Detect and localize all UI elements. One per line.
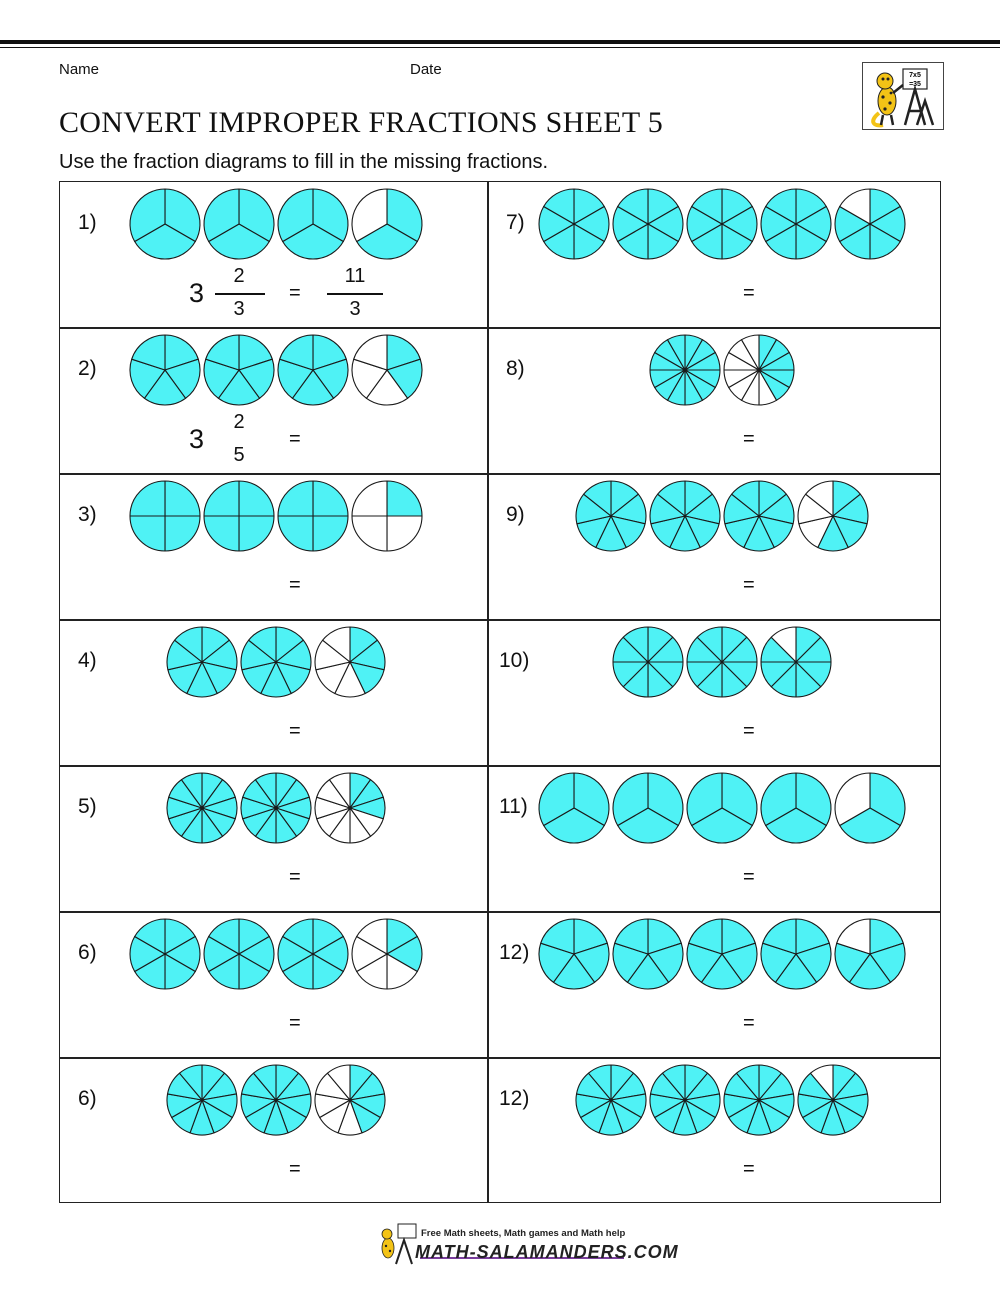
fraction-circle: [204, 481, 274, 551]
fraction-circle: [613, 189, 683, 259]
empty-slice: [352, 481, 387, 516]
equals-sign: =: [289, 282, 301, 304]
question-cell: [59, 619, 487, 765]
question-number: 3): [78, 503, 97, 526]
mixed-whole-number: 3: [189, 424, 205, 454]
question-number: 9): [506, 503, 525, 526]
equals-sign: =: [289, 428, 301, 450]
equals-sign: =: [743, 866, 755, 888]
equals-sign: =: [289, 1012, 301, 1034]
fraction-circle: [315, 627, 385, 697]
question-cell: [59, 327, 487, 473]
question-cell: [487, 473, 941, 619]
question-cell: [59, 765, 487, 911]
fraction-circle: [315, 773, 385, 843]
page-title: CONVERT IMPROPER FRACTIONS SHEET 5: [59, 106, 664, 139]
fraction-circle: [204, 919, 274, 989]
fraction-circle: [241, 773, 311, 843]
question-number: 12): [499, 1087, 530, 1110]
logo-board-line-2: =35: [909, 81, 921, 88]
fraction-circle: [798, 481, 868, 551]
fraction-circle: [613, 919, 683, 989]
shaded-slice: [165, 481, 200, 516]
logo-board-line-1: 7x5: [909, 72, 921, 79]
equals-sign: =: [743, 1158, 755, 1180]
fraction-diagram: [128, 917, 424, 991]
salamander-logo-icon: [863, 63, 943, 129]
shaded-slice: [130, 516, 165, 551]
header-rule-thin: [0, 47, 1000, 48]
fraction-circle: [352, 335, 422, 405]
fraction-diagram: [537, 917, 907, 991]
improper-fraction-bar: [327, 293, 383, 295]
fraction-diagram: [165, 625, 387, 699]
question-number: 2): [78, 357, 97, 380]
shaded-slice: [278, 516, 313, 551]
fraction-circle: [724, 481, 794, 551]
question-cell: [59, 181, 487, 327]
question-cell: [487, 765, 941, 911]
fraction-circle: [130, 481, 200, 551]
fraction-circle: [724, 335, 794, 405]
fraction-circle: [576, 481, 646, 551]
fraction-circle: [687, 627, 757, 697]
shaded-slice: [313, 516, 348, 551]
question-number: 1): [78, 211, 97, 234]
header-rule-thick: [0, 40, 1000, 44]
equals-sign: =: [289, 574, 301, 596]
equals-sign: =: [289, 720, 301, 742]
fraction-circle: [278, 335, 348, 405]
fraction-circle: [613, 627, 683, 697]
fraction-circle: [687, 189, 757, 259]
shaded-slice: [239, 516, 274, 551]
fraction-circle: [539, 189, 609, 259]
fraction-circle: [315, 1065, 385, 1135]
mixed-denominator: 5: [233, 444, 245, 466]
question-cell: [487, 619, 941, 765]
mixed-numerator: 2: [233, 265, 245, 287]
date-label: Date: [410, 61, 442, 78]
fraction-diagram: [574, 1063, 870, 1137]
fraction-diagram: [128, 187, 424, 261]
question-cell: [487, 1057, 941, 1203]
question-number: 12): [499, 941, 530, 964]
mixed-numerator: 2: [233, 411, 245, 433]
improper-denominator: 3: [349, 298, 361, 320]
fraction-diagram: [165, 771, 387, 845]
fraction-diagram: [537, 187, 907, 261]
fraction-circle: [835, 919, 905, 989]
fraction-circle: [761, 189, 831, 259]
fraction-circle: [835, 189, 905, 259]
fraction-diagram: [128, 333, 424, 407]
mixed-fraction-bar: [215, 293, 265, 295]
equals-sign: =: [743, 720, 755, 742]
fraction-circle: [278, 919, 348, 989]
question-number: 7): [506, 211, 525, 234]
fraction-circle: [835, 773, 905, 843]
fraction-circle: [130, 189, 200, 259]
fraction-circle: [204, 189, 274, 259]
fraction-circle: [352, 481, 422, 551]
fraction-circle: [687, 773, 757, 843]
question-number: 4): [78, 649, 97, 672]
fraction-circle: [278, 189, 348, 259]
mixed-denominator: 3: [233, 298, 245, 320]
shaded-slice: [278, 481, 313, 516]
shaded-slice: [239, 481, 274, 516]
mixed-whole-number: 3: [189, 278, 205, 308]
fraction-diagram: [128, 479, 424, 553]
question-cell: [59, 1057, 487, 1203]
fraction-circle: [650, 481, 720, 551]
question-cell: [487, 327, 941, 473]
fraction-circle: [352, 919, 422, 989]
equals-sign: =: [289, 1158, 301, 1180]
math-salamanders-logo: [862, 62, 944, 130]
fraction-circle: [650, 335, 720, 405]
question-cell: [59, 911, 487, 1057]
question-number: 11): [499, 795, 528, 818]
shaded-slice: [387, 481, 422, 516]
equals-sign: =: [743, 282, 755, 304]
empty-slice: [352, 516, 387, 551]
fraction-circle: [278, 481, 348, 551]
fraction-circle: [539, 919, 609, 989]
shaded-slice: [165, 516, 200, 551]
fraction-circle: [761, 627, 831, 697]
fraction-circle: [613, 773, 683, 843]
fraction-circle: [241, 1065, 311, 1135]
equals-sign: =: [743, 574, 755, 596]
equals-sign: =: [743, 428, 755, 450]
name-label: Name: [59, 61, 100, 78]
question-number: 6): [78, 941, 97, 964]
fraction-circle: [724, 1065, 794, 1135]
fraction-diagram: [165, 1063, 387, 1137]
question-number: 5): [78, 795, 97, 818]
fraction-diagram: [648, 333, 796, 407]
question-cell: [59, 473, 487, 619]
fraction-diagram: [611, 625, 833, 699]
fraction-circle: [204, 335, 274, 405]
question-cell: [487, 911, 941, 1057]
shaded-slice: [130, 481, 165, 516]
shaded-slice: [313, 481, 348, 516]
equals-sign: =: [743, 1012, 755, 1034]
fraction-diagram: [537, 771, 907, 845]
question-number: 6): [78, 1087, 97, 1110]
fraction-circle: [576, 1065, 646, 1135]
question-cell: [487, 181, 941, 327]
fraction-circle: [167, 627, 237, 697]
fraction-circle: [167, 1065, 237, 1135]
question-number: 8): [506, 357, 525, 380]
fraction-circle: [650, 1065, 720, 1135]
fraction-circle: [130, 335, 200, 405]
fraction-circle: [798, 1065, 868, 1135]
instructions: Use the fraction diagrams to fill in the missing fractions.: [59, 151, 549, 173]
fraction-circle: [167, 773, 237, 843]
empty-slice: [387, 516, 422, 551]
fraction-circle: [687, 919, 757, 989]
shaded-slice: [204, 481, 239, 516]
shaded-slice: [204, 516, 239, 551]
fraction-circle: [761, 919, 831, 989]
question-number: 10): [499, 649, 530, 672]
improper-numerator: 11: [344, 265, 366, 287]
fraction-circle: [130, 919, 200, 989]
equals-sign: =: [289, 866, 301, 888]
fraction-circle: [539, 773, 609, 843]
footer-site-link[interactable]: MATH-SALAMANDERS.COM: [415, 1242, 679, 1262]
fraction-circle: [352, 189, 422, 259]
fraction-diagram: [574, 479, 870, 553]
fraction-circle: [241, 627, 311, 697]
footer-tagline: Free Math sheets, Math games and Math help: [421, 1228, 626, 1239]
fraction-circle: [761, 773, 831, 843]
